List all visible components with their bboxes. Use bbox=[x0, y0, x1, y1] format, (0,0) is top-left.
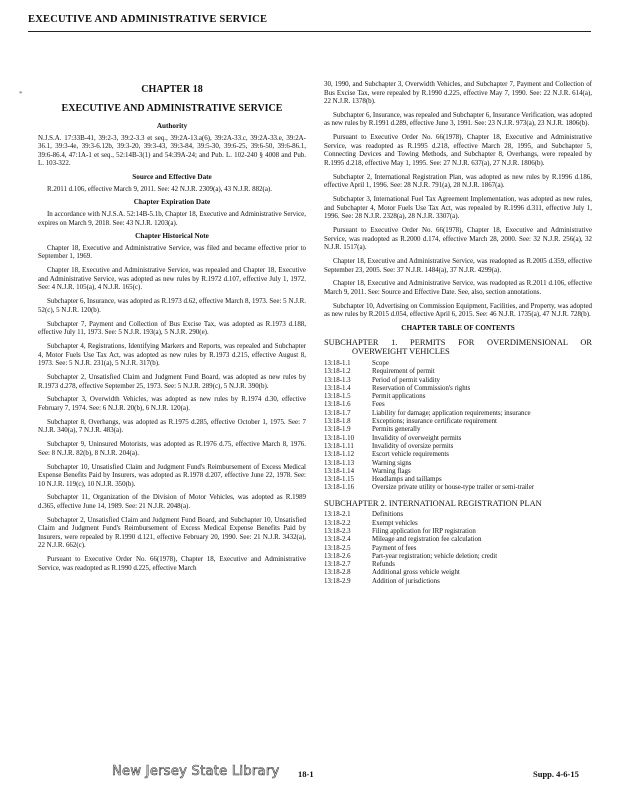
chapter-title: EXECUTIVE AND ADMINISTRATIVE SERVICE bbox=[61, 103, 283, 114]
section-title: Permits generally bbox=[372, 426, 421, 434]
section-title: Exceptions; insurance certificate requirement bbox=[372, 418, 497, 426]
section-title: Scope bbox=[372, 359, 389, 367]
section-number: 13:18-1.8 bbox=[324, 418, 351, 426]
history-paragraph: Chapter 18, Executive and Administrative Service, was repealed and Chapter 18, Executive and Administrative Service, was adopted as new rules by R.1972 d.107, effective July 1, 1972. See: 4 N.J.R. 105(a), 4 N.J.R. 165(c). bbox=[38, 266, 306, 292]
section-number: 13:18-1.2 bbox=[324, 368, 351, 376]
section-number: 13:18-2.1 bbox=[324, 511, 351, 519]
section-title: Reservation of Commission's rights bbox=[372, 384, 471, 392]
authority-heading: Authority bbox=[156, 122, 188, 130]
section-number: 13:18-1.12 bbox=[324, 451, 355, 459]
toc-title: CHAPTER TABLE OF CONTENTS bbox=[401, 324, 515, 333]
toc-entry bbox=[324, 410, 592, 418]
section-number: 13:18-1.5 bbox=[324, 393, 351, 401]
toc-entry bbox=[324, 435, 592, 443]
toc-entry bbox=[324, 377, 592, 385]
authority-text: N.J.S.A. 17:33B-41, 39:2-3, 39:2-3.3 et seq., 39:2A-13.a(6), 39:2A-33.c, 39:2A-33.e, 39:2A-36.1, 39:3-4e, 39:3-6.12b, 39:3-20, 39:3-43, 39:3-84, 39:5-30, 39:6-25, 39:6-50, 39:6-86.1, 39:6-86.4, 47:1A-1 et seq., 52:14B-3(1) and 54:39A-24; and Pub. L. 102-240 § 4008 and Pub. L. 103-322. bbox=[38, 133, 306, 168]
section-number: 13:18-2.4 bbox=[324, 536, 351, 544]
source-text: R.2011 d.106, effective March 9, 2011. See: 42 N.J.R. 2309(a), 43 N.J.R. 882(a). bbox=[47, 184, 272, 193]
history-paragraph: Chapter 18, Executive and Administrative Service, was filed and became effective prior to September 1, 1969. bbox=[38, 243, 306, 261]
section-title: Liability for damage; application requirements; insurance bbox=[372, 409, 531, 417]
supplement-date: Supp. 4-6-15 bbox=[533, 769, 579, 779]
margin-mark: * bbox=[19, 90, 23, 98]
section-number: 13:18-1.10 bbox=[324, 434, 355, 442]
right-column bbox=[324, 80, 592, 592]
toc-entry bbox=[324, 426, 592, 434]
section-number: 13:18-1.4 bbox=[324, 384, 351, 392]
section-number: 13:18-1.6 bbox=[324, 401, 351, 409]
toc-entry bbox=[324, 385, 592, 393]
section-number: 13:18-1.11 bbox=[324, 442, 354, 450]
section-number: 13:18-2.6 bbox=[324, 552, 351, 560]
toc-entry bbox=[324, 476, 592, 484]
section-number: 13:18-2.9 bbox=[324, 577, 351, 585]
section-number: 13:18-1.13 bbox=[324, 459, 355, 467]
section-number: 13:18-2.2 bbox=[324, 519, 351, 527]
section-title: Headlamps and taillamps bbox=[372, 476, 442, 484]
section-title: Warning flags bbox=[372, 467, 411, 475]
section-title: Payment of fees bbox=[372, 544, 417, 552]
section-title: Requirement of permit bbox=[372, 368, 435, 376]
history-paragraph: Subchapter 3, Overwidth Vehicles, was adopted as new rules by R.1974 d.30, effective February 7, 1974. See: 6 N.J.R. 20(b), 6 N.J.R. 120(a). bbox=[38, 395, 306, 412]
history-paragraph: Subchapter 7, Payment and Collection of Bus Excise Tax, was adopted as R.1973 d.188, effective July 11, 1973. See: 5 N.J.R. 193(a), 5 N.J.R. 290(e). bbox=[38, 319, 306, 337]
section-number: 13:18-1.7 bbox=[324, 409, 351, 417]
section-number: 13:18-2.8 bbox=[324, 569, 351, 577]
source-heading: Source and Effective Date bbox=[132, 173, 212, 182]
section-title: Invalidity of oversize permits bbox=[372, 442, 454, 450]
section-number: 13:18-1.3 bbox=[324, 376, 351, 384]
section-title: Warning signs bbox=[372, 459, 412, 467]
history-paragraph: Subchapter 2, Unsatisfied Claim and Judgment Fund Board, was adopted as new rules by R.1973 d.278, effective September 25, 1973. See: 5 N.J.R. 289(c), 5 N.J.R. 390(b). bbox=[38, 372, 306, 390]
toc-entry bbox=[324, 368, 592, 376]
section-title: Period of permit validity bbox=[372, 376, 440, 384]
expiration-text: In accordance with N.J.S.A. 52:14B-5.1b, Chapter 18, Executive and Administrative Service, expires on March 9, 2018. See: 43 N.J.R. 1203(a). bbox=[38, 209, 306, 227]
toc-entry bbox=[324, 528, 592, 536]
toc-entry bbox=[324, 484, 592, 492]
section-title: Definitions bbox=[372, 511, 404, 519]
toc-entry bbox=[324, 451, 592, 459]
section-number: 13:18-2.7 bbox=[324, 561, 351, 569]
history-paragraph: Subchapter 10, Advertising on Commission Equipment, Facilities, and Property, was adopted as new rules by R.2015 d.054, effective April 6, 2015. See: 46 N.J.R. 1735(a), 47 N.J.R. 728(b). bbox=[324, 301, 592, 319]
section-number: 13:18-2.5 bbox=[324, 544, 351, 552]
toc-entry bbox=[324, 520, 592, 528]
history-paragraph: Subchapter 11, Organization of the Division of Motor Vehicles, was adopted as R.1989 d.365, effective June 14, 1989. See: 21 N.J.R. 2048(a). bbox=[38, 493, 306, 510]
subchapter-1-toc bbox=[324, 360, 592, 493]
section-title: Additional gross vehicle weight bbox=[372, 569, 460, 577]
history-paragraph: Subchapter 6, Insurance, was adopted as R.1973 d.62, effective March 8, 1973. See: 5 N.J.R. 52(c), 5 N.J.R. 120(b). bbox=[38, 297, 306, 314]
page-number: 18-1 bbox=[298, 769, 314, 779]
history-paragraph: Subchapter 4, Registrations, Identifying Markers and Reports, was repealed and Subchapter 4, Motor Fuels Use Tax Act, was adopted as new rules by R.1973 d.215, effective August 8, 1973. See: 5 N.J.R. 231(a), 5 N.J.R. 317(b). bbox=[38, 342, 306, 368]
history-paragraph: Subchapter 2, International Registration Plan, was adopted as new rules by R.1996 d.186, effective April 1, 1996. See: 28 N.J.R. 791(a), 28 N.J.R. 1867(a). bbox=[324, 172, 592, 190]
section-title: Filing application for IRP registration bbox=[372, 527, 476, 535]
history-paragraph: Pursuant to Executive Order No. 66(1978), Chapter 18, Executive and Administrative Service, was readopted as R.1995 d.218, effective March 28, 1995, and Subchapter 5, Connecting Devices and Towing Methods, and Subchapter 8, Overhangs, were repealed by R.1995 d.218, effective May 1, 1995. See: 27 N.J.R. 637(a), 27 N.J.R. 1806(b). bbox=[324, 133, 592, 167]
section-title: Escort vehicle requirements bbox=[372, 451, 449, 459]
section-title: Invalidity of overweight permits bbox=[372, 434, 462, 442]
subchapter-1-title: SUBCHAPTER 1. PERMITS FOR OVERDIMENSIONAL OR OVERWEIGHT VEHICLES bbox=[324, 337, 592, 357]
history-paragraph: Pursuant to Executive Order No. 66(1978), Chapter 18, Executive and Administrative Service, was readopted as R.1990 d.225, effective March bbox=[38, 555, 306, 572]
section-title: Exempt vehicles bbox=[372, 519, 418, 527]
subchapter-2-toc bbox=[324, 511, 592, 586]
history-paragraph: Subchapter 8, Overhangs, was adopted as R.1975 d.285, effective October 1, 1975. See: 7 N.J.R. 340(a), 7 N.J.R. 483(a). bbox=[38, 417, 306, 435]
section-number: 13:18-1.1 bbox=[324, 359, 351, 367]
toc-entry bbox=[324, 536, 592, 544]
library-watermark: New Jersey State Library bbox=[112, 764, 280, 779]
toc-entry bbox=[324, 561, 592, 569]
toc-entry bbox=[324, 460, 592, 468]
section-title: Part-year registration; vehicle deletion; credit bbox=[372, 552, 498, 560]
history-paragraph: Pursuant to Executive Order No. 66(1978), Chapter 18, Executive and Administrative Service, was readopted as R.2000 d.174, effective March 28, 2000. See: 32 N.J.R. 256(a), 32 N.J.R. 1517(a). bbox=[324, 226, 592, 252]
toc-entry bbox=[324, 401, 592, 409]
toc-entry bbox=[324, 511, 592, 519]
toc-entry bbox=[324, 578, 592, 586]
section-number: 13:18-1.16 bbox=[324, 484, 355, 492]
section-title: Oversize private utility or house-type trailer or semi-trailer bbox=[372, 484, 535, 492]
section-title: Permit applications bbox=[372, 393, 426, 401]
chapter-number: CHAPTER 18 bbox=[141, 84, 203, 95]
history-paragraph: Subchapter 3, International Fuel Tax Agreement Implementation, was adopted as new rules, and Subchapter 4, Motor Fuels Use Tax Act, was repealed by R.1996 d.311, effective July 1, 1996. See: 28 N.J.R. 2328(a), 28 N.J.R. 3307(a). bbox=[324, 195, 592, 221]
section-title: Mileage and registration fee calculation bbox=[372, 536, 482, 544]
toc-entry bbox=[324, 545, 592, 553]
running-head: EXECUTIVE AND ADMINISTRATIVE SERVICE bbox=[28, 14, 268, 25]
subchapter-2-title: SUBCHAPTER 2. INTERNATIONAL REGISTRATION PLAN bbox=[324, 498, 542, 508]
toc-entry bbox=[324, 468, 592, 476]
section-number: 13:18-1.14 bbox=[324, 467, 355, 475]
section-title: Addition of jurisdictions bbox=[372, 577, 440, 585]
history-paragraph: Subchapter 9, Uninsured Motorists, was adopted as R.1976 d.75, effective March 8, 1976. See: 8 N.J.R. 82(b), 8 N.J.R. 204(a). bbox=[38, 440, 306, 457]
history-paragraph: 30, 1990, and Subchapter 3, Overwidth Vehicles, and Subchapter 7, Payment and Collection of Bus Excise Tax, were repealed by R.1990 d.225, effective May 7, 1990. See: 22 N.J.R. 614(a), 22 N.J.R. 1378(b). bbox=[324, 80, 592, 106]
expiration-heading: Chapter Expiration Date bbox=[133, 198, 211, 207]
left-column bbox=[38, 84, 306, 578]
section-number: 13:18-2.3 bbox=[324, 527, 351, 535]
header-rule bbox=[28, 31, 591, 32]
toc-entry bbox=[324, 553, 592, 561]
history-heading: Chapter Historical Note bbox=[135, 232, 209, 241]
history-paragraph: Chapter 18, Executive and Administrative Service, was readopted as R.2011 d.106, effective March 9, 2011. See: Source and Effective Date. See, also, section annotations. bbox=[324, 279, 592, 297]
history-paragraph: Subchapter 2, Unsatisfied Claim and Judgment Fund Board, and Subchapter 10, Unsatisfied Claim and Judgment Fund's Reimbursement of Excess Medical Expense Benefits Paid by Insurers, were repealed by R.1990 d.121, effective February 20, 1990. See: 21 N.J.R. 3432(a), 22 N.J.R. 662(c). bbox=[38, 515, 306, 550]
toc-entry bbox=[324, 443, 592, 451]
history-paragraph: Chapter 18, Executive and Administrative Service, was readopted as R.2005 d.359, effective September 23, 2005. See: 37 N.J.R. 1484(a), 37 N.J.R. 4299(a). bbox=[324, 257, 592, 274]
section-title: Fees bbox=[372, 401, 385, 409]
toc-entry bbox=[324, 393, 592, 401]
history-paragraph: Subchapter 10, Unsatisfied Claim and Judgment Fund's Reimbursement of Excess Medical Expense Benefits Paid by Insurers, was adopted as R.1978 d.207, effective June 22, 1978. See: 10 N.J.R. 119(c), 10 N.J.R. 350(b). bbox=[38, 462, 306, 488]
toc-entry bbox=[324, 360, 592, 368]
section-number: 13:18-1.9 bbox=[324, 426, 351, 434]
toc-entry bbox=[324, 418, 592, 426]
section-title: Refunds bbox=[372, 561, 395, 569]
section-number: 13:18-1.15 bbox=[324, 476, 355, 484]
history-paragraph: Subchapter 6, Insurance, was repealed and Subchapter 6, Insurance Verification, was adopted as new rules by R.1991 d.289, effective June 3, 1991. See: 23 N.J.R. 973(a), 23 N.J.R. 1806(b). bbox=[324, 110, 592, 128]
toc-entry bbox=[324, 569, 592, 577]
